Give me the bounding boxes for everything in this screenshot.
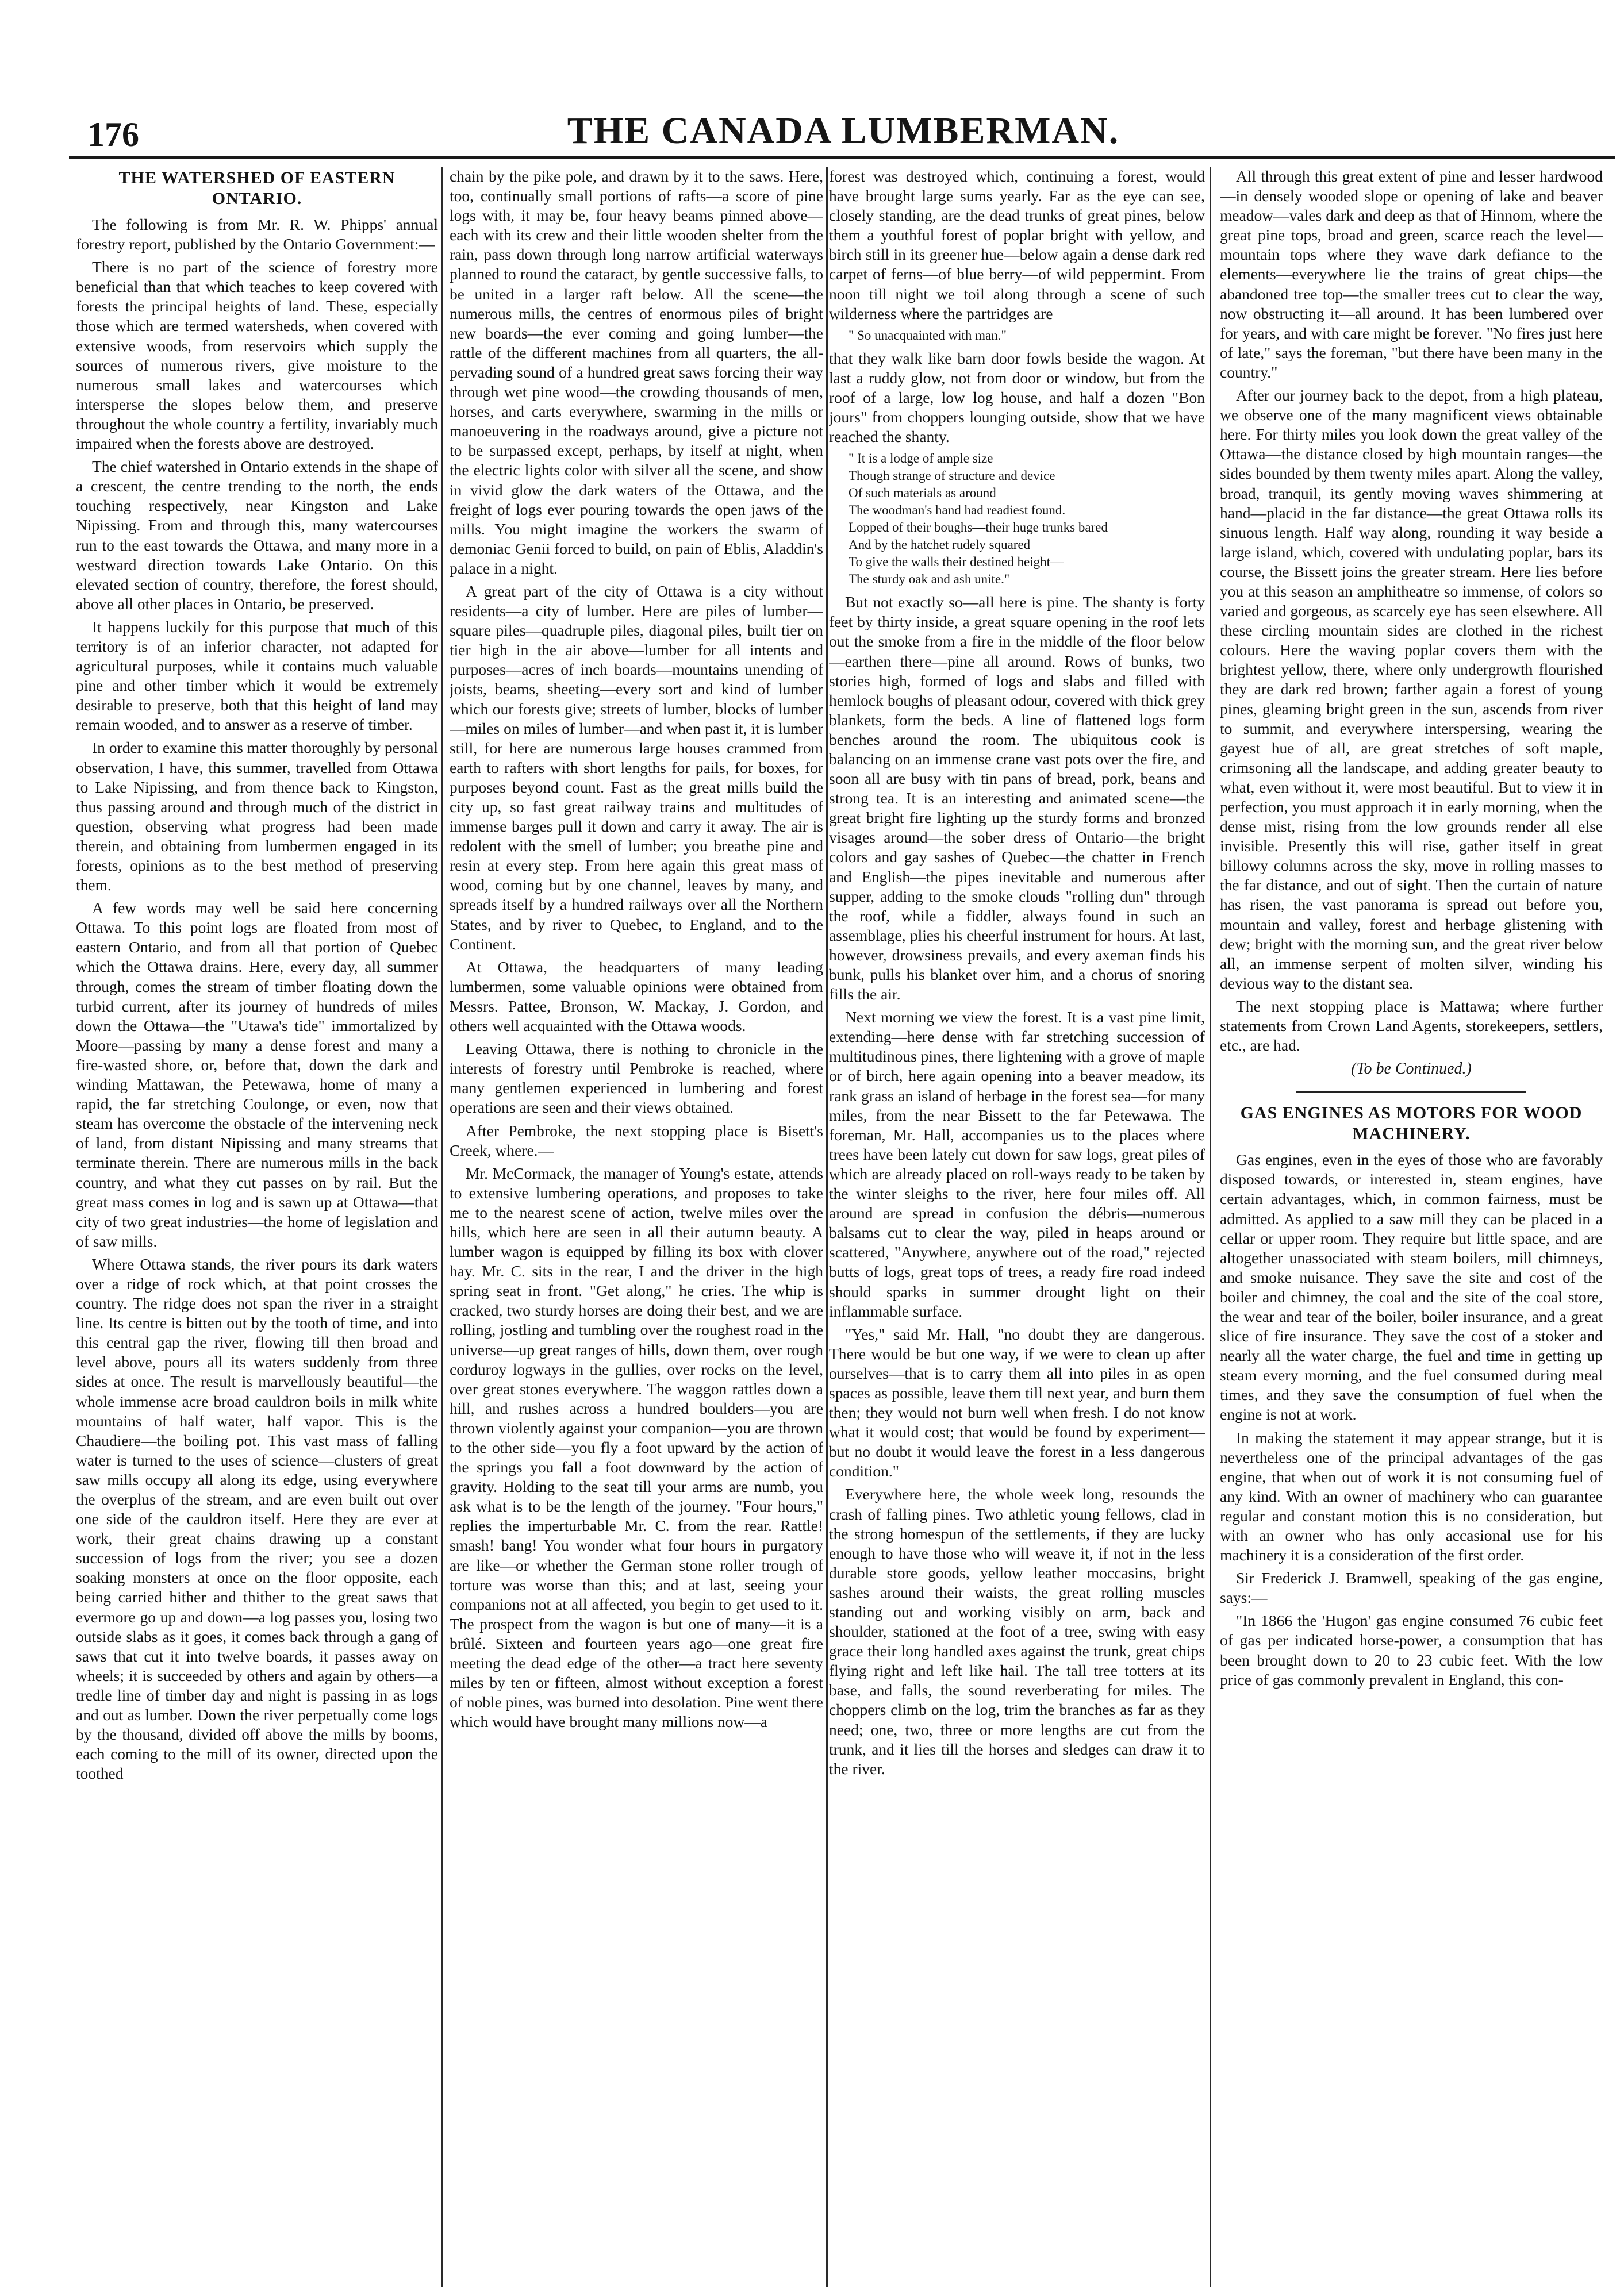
paragraph: There is no part of the science of forestry more beneficial than that which teaches to keep covered with forests the principal heights of land. These, especially those which are termed watersheds, when covered with extensive woods, from reservoirs which supply the sources of numerous rivers, give moisture to the numerous small lakes and watercourses which intersperse the slopes below them, and preserve throughout the whole country a fertility, invariably much impaired when the forests above are destroyed. bbox=[76, 258, 438, 453]
verse-line: And by the hatchet rudely squared bbox=[849, 537, 1031, 552]
paragraph: Leaving Ottawa, there is nothing to chronicle in the interests of forestry until Pembroke is reached, where many gentlemen experienced in lumbering and forest operations are seen and their views obtained. bbox=[450, 1040, 823, 1117]
masthead: THE CANADA LUMBERMAN. bbox=[567, 110, 1120, 152]
column-3 bbox=[829, 167, 1205, 2287]
paragraph: Where Ottawa stands, the river pours its dark waters over a ridge of rock which, at that point crosses the country. The ridge does not span the river in a straight line. Its centre is bitten out by the tooth of time, and into this central gap the river, flowing till then broad and level above, pours all its waters suddenly from three sides at once. The result is marvellously beautiful—the whole immense acre broad cauldron boils in milk white mountains of half water, half vapor. This is the Chaudiere—the boiling pot. This vast mass of falling water is turned to the uses of science—clusters of great saw mills occupy all along its edge, using everywhere the overplus of the stream, and are even built out over one side of the cauldron itself. Here they are ever at work, their great chains drawing up a constant succession of logs from the river; you see a dozen soaking monsters at once on the floor opposite, each being carried hither and thither to the great saws that evermore go up and down—a log passes you, losing two outside slabs as it goes, it comes back through a gang of saws that cut it into twelve boards, it passes away on wheels; it is succeeded by others and again by others—a tredle line of timber day and night is passing in as logs and out as lumber. Down the river perpetually come logs by the thousand, divided off above the mills by booms, each coming to the mill of its owner, directed upon the toothed bbox=[76, 1255, 438, 1783]
paragraph: But not exactly so—all here is pine. The shanty is forty feet by thirty inside, a great square opening in the roof lets out the smoke from a fire in the middle of the floor below—earthen there—pine all around. Rows of bunks, two stories high, formed of logs and slabs and filled with hemlock boughs of pleasant odour, covered with thick grey blankets, form the beds. A line of flattened logs form benches around the room. The ubiquitous cook is balancing on an immense crane vast pots over the fire, and soon all are busy with tin pans of bread, pork, beans and strong tea. It is an interesting and animated scene—the great bright fire lighting up the sturdy forms and bronzed visages around—the sober dress of Ontario—the bright colors and gay sashes of Quebec—the chatter in French and English—the pipes inevitable and numerous after supper, adding to the smoke clouds "rolling dun" through the roof, while a fiddler, always found in such an assemblage, plies his cheerful instrument for hours. At last, however, drowsiness prevails, and every axeman finds his bunk, pulls his blanket over him, and a chorus of snoring fills the air. bbox=[829, 593, 1205, 1003]
verse-line: The sturdy oak and ash unite." bbox=[849, 572, 1010, 587]
verse-line: " It is a lodge of ample size bbox=[849, 451, 993, 466]
header-rule bbox=[69, 156, 1615, 159]
column-1 bbox=[76, 167, 438, 2287]
paragraph: It happens luckily for this purpose that much of this territory is of an inferior character, not adapted for agricultural purposes, while it contains much valuable pine and other timber which it would be extremely desirable to preserve, both that this height of land may remain wooded, and to answer as a reserve of timber. bbox=[76, 617, 438, 734]
verse-line: Though strange of structure and device bbox=[849, 468, 1055, 483]
paragraph: After Pembroke, the next stopping place is Bisett's Creek, where.— bbox=[450, 1121, 823, 1159]
paragraph: In order to examine this matter thoroughly by personal observation, I have, this summer, travelled from Ottawa to Lake Nipissing, and from thence back to Kingston, thus passing around and through much of the district in question, observing what progress had been made therein, and obtaining from lumbermen engaged in its forests, opinions as to the best method of preserving them. bbox=[76, 739, 438, 894]
paragraph: A great part of the city of Ottawa is a city without residents—a city of lumber. Here are piles of lumber—square piles—quadruple piles, diagonal piles, built tier on tier high in the air above—lumber for all intents and purposes—acres of inch boards—mountains unending of joists, beams, sheeting—every sort and kind of lumber which our forests give; streets of lumber, blocks of lumber—miles on miles of lumber—and when past it, it is lumber still, for here are numerous large houses crammed from earth to rafters with short lengths for pails, for boxes, for purposes beyond count. Fast as the great mills build the city up, so fast great railway trains and multitudes of immense barges pull it down and carry it away. The air is redolent with the smell of lumber; you breathe pine and resin at every step. From here again this great mass of wood, coming but by one channel, leaves by many, and spreads itself by a hundred railways over all the Northern States, and by river to Quebec, to England, and to the Continent. bbox=[450, 582, 823, 953]
paragraph: The following is from Mr. R. W. Phipps' annual forestry report, published by the Ontario Government:— bbox=[76, 216, 438, 253]
paragraph: Gas engines, even in the eyes of those who are favorably disposed towards, or interested in, steam engines, have certain advantages, which, in common fairness, must be admitted. As applied to a saw mill they can be placed in a cellar or upper room. They require but little space, and are altogether unassociated with steam boilers, mill chimneys, and smoke nuisance. They save the site and cost of the boiler and chimney, the coal and the site of the coal store, the wear and tear of the boiler, boiler insurance, and a great slice of fire insurance. They save the cost of a stoker and nearly all the water charge, the fuel and time in getting up steam every morning, and the fuel consumed during meal times, and they save the consumption of fuel when the engine is not at work. bbox=[1220, 1151, 1603, 1424]
column-4 bbox=[1220, 167, 1603, 2287]
paragraph: forest was destroyed which, continuing a forest, would have brought large sums yearly. Far as the eye can see, closely standing, are the dead trunks of great pines, below them a youthful forest of poplar bright with yellow, and birch still in its greener hue—below again a dense dark red carpet of ferns—of blue berry—of wild peppermint. From noon till night we toil along through a scene of such wilderness where the partridges are bbox=[829, 167, 1205, 322]
paragraph: Mr. McCormack, the manager of Young's estate, attends to extensive lumbering operations, and proposes to take me to the nearest scene of action, twelve miles over the hills, which here are seen in all their autumn beauty. A lumber wagon is equipped by filling its box with clover hay. Mr. C. sits in the rear, I and the driver in the high spring seat in front. "Get along," he cries. The whip is cracked, two sturdy horses are doing their best, and we are rolling, jostling and tumbling over the roughest road in the universe—up great ranges of hills, down them, over rough corduroy logways in the gullies, over rocks on the level, over great stones everywhere. The waggon rattles down a hill, and rushes across a hundred boulders—you are thrown violently against your companion—you are thrown to the other side—you fly a foot upward by the action of the springs you fall a foot downward by the action of gravity. Holding to the seat till your arms are numb, you ask what is to be the length of the journey. "Four hours," replies the imperturbable Mr. C. from the rear. Rattle! smash! bang! You wonder what four hours in purgatory are like—or whether the German stone roller trough of torture was worse than this; and at last, seeing your companions not at all affected, you begin to get used to it. The prospect from the wagon is but one of many—it is a brûlé. Sixteen and fourteen years ago—one great fire meeting the dead edge of the other—a tract here seventy miles by ten or fifteen, almost without exception a forest of noble pines, was burned into desolation. Pine went there which would have brought many millions now—a bbox=[450, 1164, 823, 1731]
paragraph: Everywhere here, the whole week long, resounds the crash of falling pines. Two athletic young fellows, clad in the strong homespun of the settlements, if they are lucky enough to have those who will weave it, if not in the less durable store goods, yellow leather moccasins, bright sashes around their waists, the great rolling muscles standing out and working visibly on arm, back and shoulder, stationed at the foot of a tree, swing with easy grace their long handled axes against the trunk, great chips flying right and left like hail. The tall tree totters at its base, and falls, the sound reverberating for miles. The choppers climb on the log, trim the branches as far as they need; one, two, three or more lengths are cut from the trunk, and it lies till the horses and sledges can draw it to the river. bbox=[829, 1485, 1205, 1778]
paragraph: The chief watershed in Ontario extends in the shape of a crescent, the centre trending to the north, the ends touching respectively, near Kingston and Lake Nipissing. From and through this, many watercourses run to the east towards the Ottawa, and many more in a westward direction towards Lake Ontario. On this elevated section of country, therefore, the forest should, above all other places in Ontario, be preserved. bbox=[76, 457, 438, 613]
verse-line: Of such materials as around bbox=[849, 486, 996, 501]
paragraph: After our journey back to the depot, from a high plateau, we observe one of the many magnificent views obtainable here. For thirty miles you look down the great valley of the Ottawa—the distance closed by high mountain ranges—the sides bounded by them twenty miles apart. Along the valley, broad, tranquil, its gently moving waves shimmering at hand—placid in the far distance—the great Ottawa rolls its sinuous length. Half way along, rounding it way beside a large island, which, covered with undulating poplar, bars its course, the Bissett joins the greater stream. Here lies before you at this season an amphitheatre so immense, of colors so varied and gorgeous, as scarcely eye has seen elsewhere. All these circling mountain sides are clothed in the richest colours. Here the waving poplar covers them with the brightest yellow, there, where only undergrowth flourished they are dark red brown; farther again a forest of young pines, gleaming bright green in the sun, ascends from river to summit, and everywhere interspersing, wearing the gayest hue of all, are great stretches of soft maple, crimsoning all the landscape, and adding greater beauty to what, even without it, were most beautiful. But to view it in perfection, you must approach it in early morning, when the dense mist, rising from the low grounds render all else invisible. Presently this will rise, gather itself in great billowy columns across the sky, move in rolling masses to the far distance, and out of sight. Then the curtain of nature has risen, the vast panorama is spread out before you, mountain and valley, forest and herbage glistening with dew; bright with the morning sun, and the great river below all, an immense serpent of molten silver, winding his devious way to the distant sea. bbox=[1220, 386, 1603, 992]
verse-line: " So unacquainted with man." bbox=[849, 328, 1007, 343]
page-header bbox=[64, 109, 1622, 155]
paragraph: "Yes," said Mr. Hall, "no doubt they are dangerous. There would be but one way, if we were to clean up after ourselves—that is to carry them all into piles in as open spaces as possible, leave them till next year, and burn them then; they would not burn well when fresh. I do not know what it would cost; that would be found by experiment—but no doubt it would leave the forest in a less dangerous condition." bbox=[829, 1325, 1205, 1480]
paragraph: At Ottawa, the headquarters of many leading lumbermen, some valuable opinions were obtained from Messrs. Pattee, Bronson, W. Mackay, J. Gordon, and others well acquainted with the Ottawa woods. bbox=[450, 957, 823, 1035]
verse-quote bbox=[849, 327, 1205, 344]
paragraph: In making the statement it may appear strange, but it is nevertheless one of the principal advantages of the gas engine, that when out of work it is not consuming fuel of any kind. With an owner of machinery who can guarantee regular and constant motion this is no consideration, but with an owner who has only accasional use for his machinery it is a consideration of the first order. bbox=[1220, 1428, 1603, 1564]
column-rule bbox=[1210, 167, 1211, 2287]
paragraph: Next morning we view the forest. It is a vast pine limit, extending—here dense with far stretching succession of multitudinous pines, there lightening with a grove of maple or of birch, here again opening into a beaver meadow, its rank grass an island of herbage in the forest sea—for many miles, from the near Bissett to the far Petewawa. The foreman, Mr. Hall, accompanies us to the places where trees have been lately cut down for saw logs, great piles of which are already placed on roll-ways ready to be taken by the winter sleighs to the river, here four miles off. All around are spread in confusion the débris—numerous balsams cut to clear the way, piled in heaps around or scattered, "Anywhere, anywhere out of the road," rejected butts of logs, great tops of trees, a ready fire road indeed should sparks in summer drought light on their inflammable surface. bbox=[829, 1008, 1205, 1320]
verse-line: The woodman's hand had readiest found. bbox=[849, 503, 1066, 518]
section-divider bbox=[1296, 1091, 1526, 1093]
page-number: 176 bbox=[87, 116, 139, 153]
paragraph: "In 1866 the 'Hugon' gas engine consumed 76 cubic feet of gas per indicated horse-power, a consumption that has been brought down to 20 to 23 cubic feet. With the low price of gas commonly prevalent in England, this con- bbox=[1220, 1612, 1603, 1689]
paragraph: Sir Frederick J. Bramwell, speaking of the gas engine, says:— bbox=[1220, 1569, 1603, 1607]
column-rule bbox=[441, 167, 443, 2287]
paragraph: chain by the pike pole, and drawn by it to the saws. Here, too, continually small portions of rafts—a score of pine logs with, it may be, four heavy beams pinned above—each with its crew and their little wooden shelter from the rain, pass down through long narrow artificial waterways planned to round the cataract, by gentle successive falls, to be united in a larger raft below. All the scene—the numerous mills, the centres of enormous piles of bright new boards—the ever coming and going lumber—the rattle of the different machines from all quarters, the all-pervading sound of a hundred great saws forcing their way through wet pine wood—the crowding thousands of men, horses, and carts everywhere, swarming in the mills or manoeuvering in the roadways around, give a picture not to be surpassed except, perhaps, by itself at night, when the electric lights color with silver all the scene, and show in vivid glow the dark waters of the Ottawa, and the freight of logs ever pouring towards the open jaws of the mills. You might imagine the workers the swarm of demoniac Genii forced to build, on pain of Eblis, Aladdin's palace in a night. bbox=[450, 167, 823, 577]
verse-quote bbox=[849, 450, 1205, 588]
paragraph: All through this great extent of pine and lesser hardwood—in densely wooded slope or opening of lake and beaver meadow—vales dark and deep as that of Hinnom, where the great pine tops, broad and green, scarce reach the level—mountain tops where they wave dark defiance to the elements—everywhere lie the trains of great chips—the abandoned tree top—the smaller trees cut to clear the way, now obstructing it—all around. It has been lumbered over for years, and with care might be forever. "No fires just here of late," says the foreman, "but there have been many in the country." bbox=[1220, 167, 1603, 381]
paragraph: The next stopping place is Mattawa; where further statements from Crown Land Agents, storekeepers, settlers, etc., are had. bbox=[1220, 997, 1603, 1055]
verse-line: Lopped of their boughs—their huge trunks bared bbox=[849, 520, 1108, 535]
column-2 bbox=[450, 167, 823, 2287]
verse-line: To give the walls their destined height— bbox=[849, 555, 1064, 570]
continued-note: (To be Continued.) bbox=[1351, 1060, 1472, 1078]
paragraph: A few words may well be said here concerning Ottawa. To this point logs are floated from most of eastern Ontario, and from all that portion of Quebec which the Ottawa drains. Here, every day, all summer through, comes the stream of timber floating down the turbid current, after its journey of hundreds of miles down the Ottawa—the "Utawa's tide" immortalized by Moore—passing by many a dense forest and many a fire-wasted shore, or, before that, down the dark and winding Mattawan, the Petewawa, home of many a rapid, the far stretching Coulonge, or even, now that steam has overcome the obstacle of the intervening neck of land, from distant Nipissing and many streams that terminate therein. There are numerous mills in the back country, and what they cut passes on by rail. But the great mass comes in log and is sawn up at Ottawa—that city of two great industries—the home of legislation and of saw mills. bbox=[76, 899, 438, 1250]
article-title: THE WATERSHED OF EASTERN ONTARIO. bbox=[118, 168, 396, 208]
article-title: GAS ENGINES AS MOTORS FOR WOOD MACHINERY. bbox=[1240, 1103, 1583, 1144]
column-rule bbox=[826, 167, 828, 2287]
paragraph: that they walk like barn door fowls beside the wagon. At last a ruddy glow, not from door or window, but from the roof of a large, low log house, and half a dozen "Bon jours" from choppers lounging outside, show that we have reached the shanty. bbox=[829, 349, 1205, 446]
